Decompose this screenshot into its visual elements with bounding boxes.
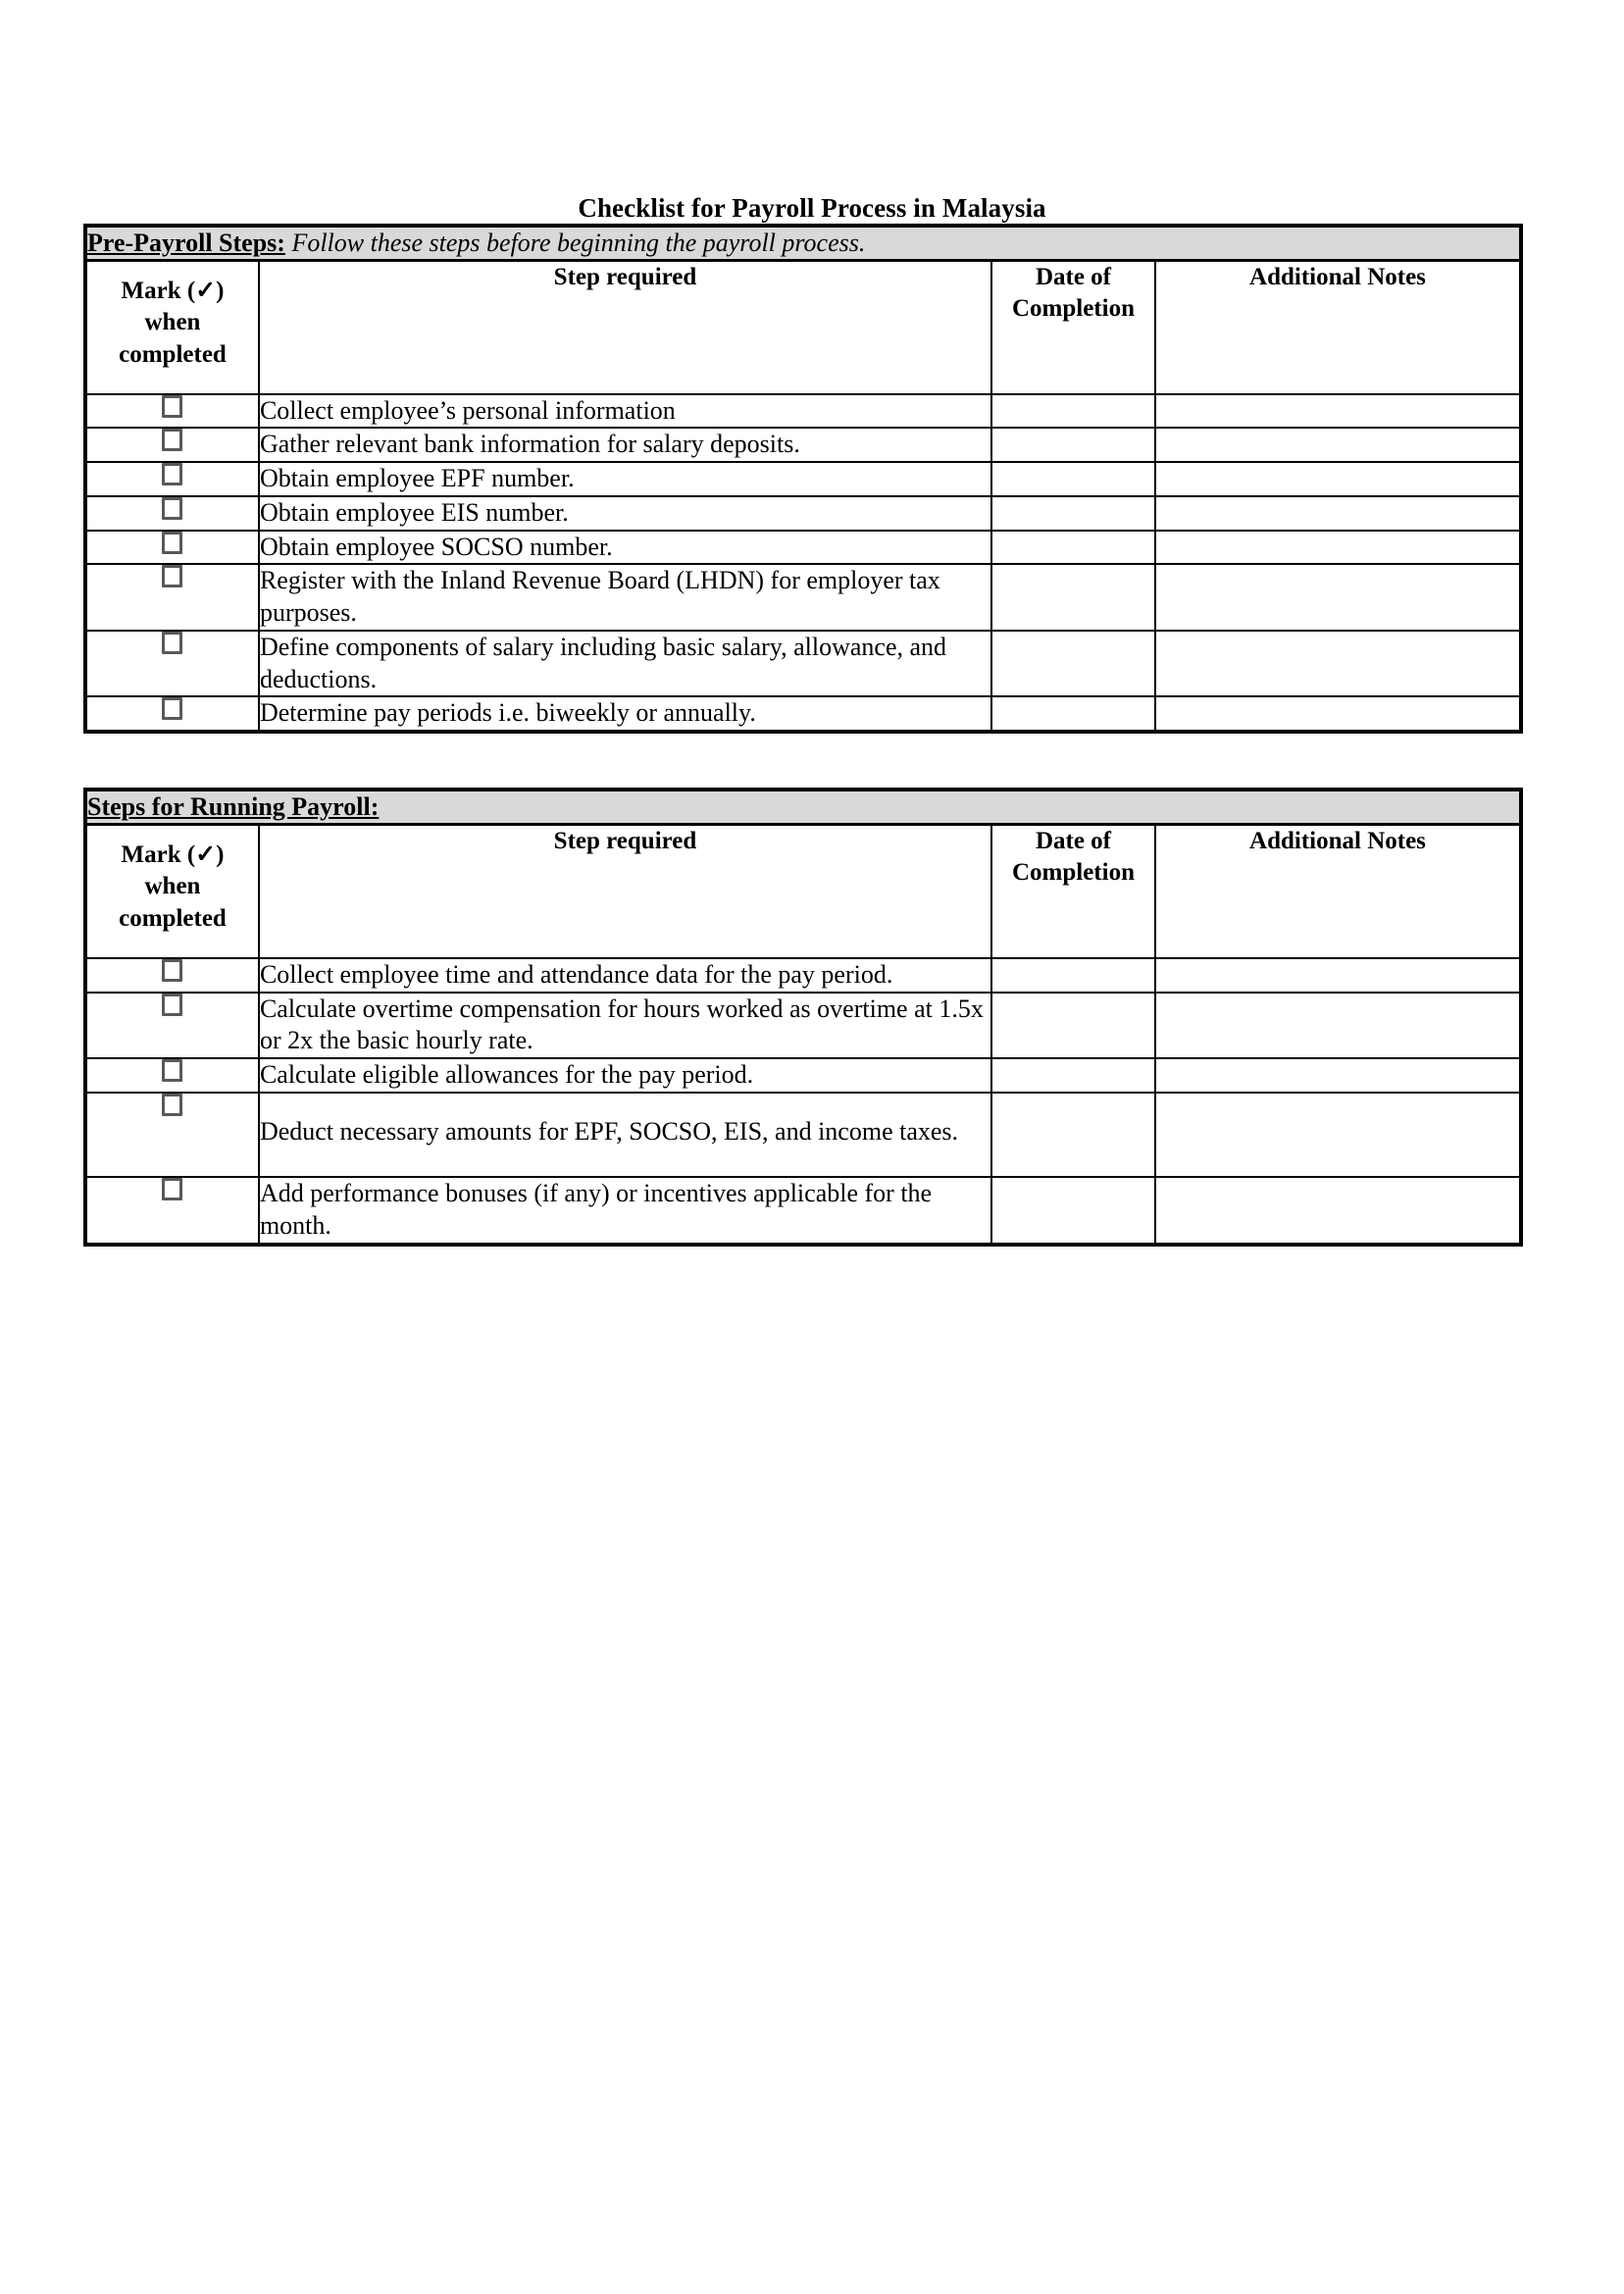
section-banner-label: Pre-Payroll Steps:	[87, 229, 285, 257]
column-header-mark	[85, 824, 259, 958]
checkbox-cell[interactable]	[85, 1177, 259, 1245]
running-payroll-steps-table	[83, 788, 1523, 1246]
column-header-date	[991, 824, 1155, 958]
date-of-completion-cell[interactable]	[991, 1093, 1155, 1177]
checkbox-icon[interactable]	[162, 697, 182, 720]
column-header-mark-line2: when	[144, 873, 201, 900]
checkbox-cell[interactable]	[85, 496, 259, 531]
checkbox-icon[interactable]	[162, 463, 182, 485]
column-header-mark-line2: when	[144, 309, 201, 336]
column-header-date-line1: Date of	[1035, 827, 1112, 854]
date-of-completion-cell[interactable]	[991, 531, 1155, 565]
checkbox-icon[interactable]	[162, 1178, 182, 1200]
column-header-row	[85, 824, 1521, 958]
section-banner-description: Follow these steps before beginning the payroll process.	[291, 229, 866, 257]
checkbox-icon[interactable]	[162, 959, 182, 982]
table-row	[85, 1093, 1521, 1177]
table-row	[85, 564, 1521, 631]
date-of-completion-cell[interactable]	[991, 631, 1155, 697]
additional-notes-cell[interactable]	[1155, 1058, 1521, 1093]
column-header-date-line2: Completion	[1011, 859, 1135, 887]
table-separator	[83, 734, 1523, 788]
additional-notes-cell[interactable]	[1155, 462, 1521, 496]
column-header-mark	[85, 260, 259, 394]
table-row	[85, 394, 1521, 429]
date-of-completion-cell[interactable]	[991, 696, 1155, 732]
date-of-completion-cell[interactable]	[991, 428, 1155, 462]
checkbox-cell[interactable]	[85, 531, 259, 565]
column-header-row	[85, 260, 1521, 394]
step-cell: Add performance bonuses (if any) or incentives applicable for the month.	[259, 1177, 991, 1245]
checkbox-icon[interactable]	[162, 632, 182, 654]
column-header-notes: Additional Notes	[1155, 260, 1521, 394]
column-header-step: Step required	[259, 824, 991, 958]
date-of-completion-cell[interactable]	[991, 1177, 1155, 1245]
column-header-mark-line3: completed	[119, 340, 227, 368]
step-cell: Obtain employee EPF number.	[259, 462, 991, 496]
checkbox-cell[interactable]	[85, 696, 259, 732]
column-header-date	[991, 260, 1155, 394]
section-banner	[85, 790, 1521, 824]
step-cell: Calculate overtime compensation for hours worked as overtime at 1.5x or 2x the basic hourly rate.	[259, 993, 991, 1059]
table-row	[85, 531, 1521, 565]
checkbox-cell[interactable]	[85, 428, 259, 462]
additional-notes-cell[interactable]	[1155, 631, 1521, 697]
section-banner-label: Steps for Running Payroll:	[87, 792, 380, 822]
additional-notes-cell[interactable]	[1155, 993, 1521, 1059]
step-cell: Collect employee’s personal information	[259, 394, 991, 429]
step-cell: Define components of salary including basic salary, allowance, and deductions.	[259, 631, 991, 697]
table-row	[85, 696, 1521, 732]
column-header-mark-line3: completed	[119, 904, 227, 932]
step-cell: Calculate eligible allowances for the pay period.	[259, 1058, 991, 1093]
checkbox-cell[interactable]	[85, 993, 259, 1059]
table-row	[85, 462, 1521, 496]
date-of-completion-cell[interactable]	[991, 993, 1155, 1059]
column-header-date-line1: Date of	[1035, 263, 1112, 290]
column-header-mark-line1: Mark (✓)	[121, 841, 225, 868]
table-row	[85, 428, 1521, 462]
checkbox-icon[interactable]	[162, 994, 182, 1016]
additional-notes-cell[interactable]	[1155, 496, 1521, 531]
date-of-completion-cell[interactable]	[991, 496, 1155, 531]
additional-notes-cell[interactable]	[1155, 1177, 1521, 1245]
checkbox-icon[interactable]	[162, 429, 182, 451]
step-cell: Register with the Inland Revenue Board (LHDN) for employer tax purposes.	[259, 564, 991, 631]
checkbox-cell[interactable]	[85, 631, 259, 697]
checkbox-icon[interactable]	[162, 1094, 182, 1116]
date-of-completion-cell[interactable]	[991, 462, 1155, 496]
checkbox-cell[interactable]	[85, 1058, 259, 1093]
checkbox-cell[interactable]	[85, 958, 259, 993]
column-header-mark-line1: Mark (✓)	[121, 277, 225, 304]
checkbox-icon[interactable]	[162, 532, 182, 554]
table-row	[85, 958, 1521, 993]
checkbox-cell[interactable]	[85, 462, 259, 496]
additional-notes-cell[interactable]	[1155, 394, 1521, 429]
checkbox-icon[interactable]	[162, 565, 182, 587]
table-row	[85, 496, 1521, 531]
section-banner-row	[85, 790, 1521, 824]
checkbox-icon[interactable]	[162, 395, 182, 418]
step-cell: Deduct necessary amounts for EPF, SOCSO, EIS, and income taxes.	[259, 1093, 991, 1177]
additional-notes-cell[interactable]	[1155, 958, 1521, 993]
checkbox-icon[interactable]	[162, 497, 182, 520]
table-row	[85, 1058, 1521, 1093]
date-of-completion-cell[interactable]	[991, 1058, 1155, 1093]
date-of-completion-cell[interactable]	[991, 958, 1155, 993]
additional-notes-cell[interactable]	[1155, 428, 1521, 462]
section-banner-row	[85, 226, 1521, 260]
step-cell: Determine pay periods i.e. biweekly or annually.	[259, 696, 991, 732]
checkbox-icon[interactable]	[162, 1059, 182, 1082]
checkbox-cell[interactable]	[85, 394, 259, 429]
pre-payroll-steps-table	[83, 224, 1523, 734]
column-header-date-line2: Completion	[1011, 295, 1135, 323]
date-of-completion-cell[interactable]	[991, 564, 1155, 631]
checkbox-cell[interactable]	[85, 564, 259, 631]
additional-notes-cell[interactable]	[1155, 1093, 1521, 1177]
page-title: Checklist for Payroll Process in Malaysia	[578, 193, 1046, 223]
table-row	[85, 1177, 1521, 1245]
table-row	[85, 631, 1521, 697]
table-row	[85, 993, 1521, 1059]
step-cell: Collect employee time and attendance data for the pay period.	[259, 958, 991, 993]
step-cell: Gather relevant bank information for salary deposits.	[259, 428, 991, 462]
date-of-completion-cell[interactable]	[991, 394, 1155, 429]
additional-notes-cell[interactable]	[1155, 564, 1521, 631]
checkbox-cell[interactable]	[85, 1093, 259, 1177]
checklist-tables	[0, 224, 1624, 1247]
column-header-step: Step required	[259, 260, 991, 394]
additional-notes-cell[interactable]	[1155, 696, 1521, 732]
step-cell: Obtain employee EIS number.	[259, 496, 991, 531]
column-header-notes: Additional Notes	[1155, 824, 1521, 958]
additional-notes-cell[interactable]	[1155, 531, 1521, 565]
section-banner	[85, 226, 1521, 260]
step-cell: Obtain employee SOCSO number.	[259, 531, 991, 565]
